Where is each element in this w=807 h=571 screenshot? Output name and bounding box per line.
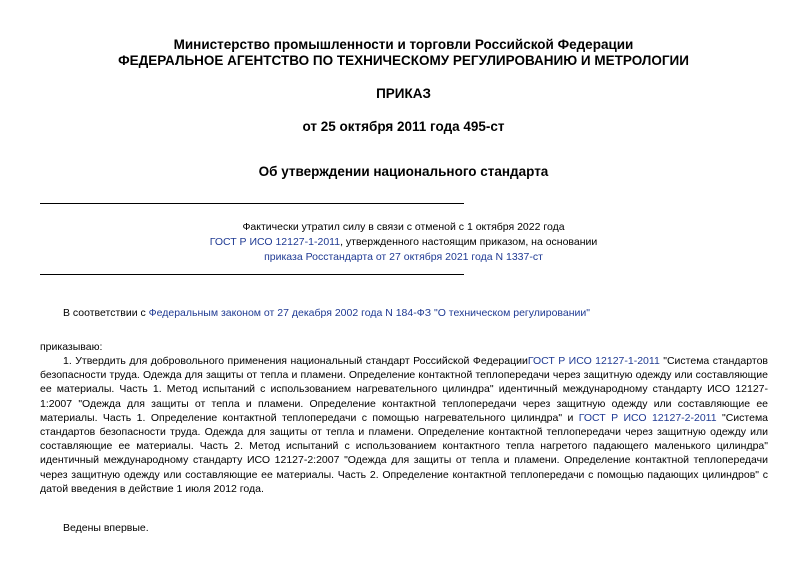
ministry-name: Министерство промышленности и торговли Российской Федерации (173, 37, 634, 52)
gost-12127-2-2011-link[interactable]: ГОСТ Р ИСО 12127-2-2011 (578, 411, 717, 424)
order-paragraph-1 (40, 354, 768, 496)
intro-prefix: В соответствии с (63, 307, 149, 319)
p1-text-a: 1. Утвердить для добровольного применения национальный стандарт Российской Федерации (63, 355, 528, 367)
status-note-line2 (0, 236, 807, 248)
p1-text-c: "Система стандартов безопасности труда. Одежда для защиты от тепла и пламени. Определение контактной теплопередачи через защитную одежду или составляющие ее материалы. Часть 2. Метод испытаний с использованием контактного тепла нагретого падающего маленького цилиндра" идентичный международному стандарту ИСО 12127-2:2007 "Одежда для защиты от тепла и пламени. Определение контактной теплопередачи через защитную одежду или составляющие ее материалы. Часть 2. Определение контактной теплопередачи с помощью падающих цилиндров" с датой введения в действие 1 июля 2012 года. (40, 411, 769, 495)
status-note-line1: Фактически утратил силу в связи с отменой с 1 октября 2022 года (242, 221, 565, 233)
closing-text: Ведены впервые. (63, 522, 149, 534)
document-date-number: от 25 октября 2011 года 495-ст (302, 119, 505, 134)
gost-12127-1-2011-link[interactable]: ГОСТ Р ИСО 12127-1-2011 (527, 355, 660, 367)
divider-top (40, 203, 464, 204)
document-title: Об утверждении национального стандарта (258, 164, 549, 179)
divider-bottom (40, 274, 464, 275)
federal-law-link[interactable]: Федеральным законом от 27 декабря 2002 года N 184-ФЗ "О техническом регулировании" (148, 307, 590, 319)
status-note-line3 (0, 251, 807, 263)
orders-text: приказываю: (40, 341, 103, 353)
rosstandart-order-link[interactable]: приказа Росстандарта от 27 октября 2021 года N 1337-ст (264, 251, 543, 263)
gost-12127-1-link[interactable]: ГОСТ Р ИСО 12127-1-2011 (209, 236, 341, 248)
intro-paragraph (63, 307, 590, 319)
status-note-line2-text: , утвержденного настоящим приказом, на основании (340, 236, 598, 248)
p1-text-b: "Система стандартов безопасности труда. Одежда для защиты от тепла и пламени. Определение контактной теплопередачи через защитную одежду или составляющие ее материалы. Часть 1. Метод испытаний с использованием нагревательного цилиндра" идентичный международному стандарту ИСО 12127-1:2007 "Одежда для защиты от тепла и пламени. Определение контактной теплопередачи через защитную одежду или составляющие ее материалы. Часть 1. Определение контактной теплопередачи с помощью нагревательного цилиндра" и (40, 355, 768, 424)
document-type: ПРИКАЗ (376, 86, 431, 101)
agency-name: ФЕДЕРАЛЬНОЕ АГЕНТСТВО ПО ТЕХНИЧЕСКОМУ РЕГУЛИРОВАНИЮ И МЕТРОЛОГИИ (118, 53, 689, 68)
